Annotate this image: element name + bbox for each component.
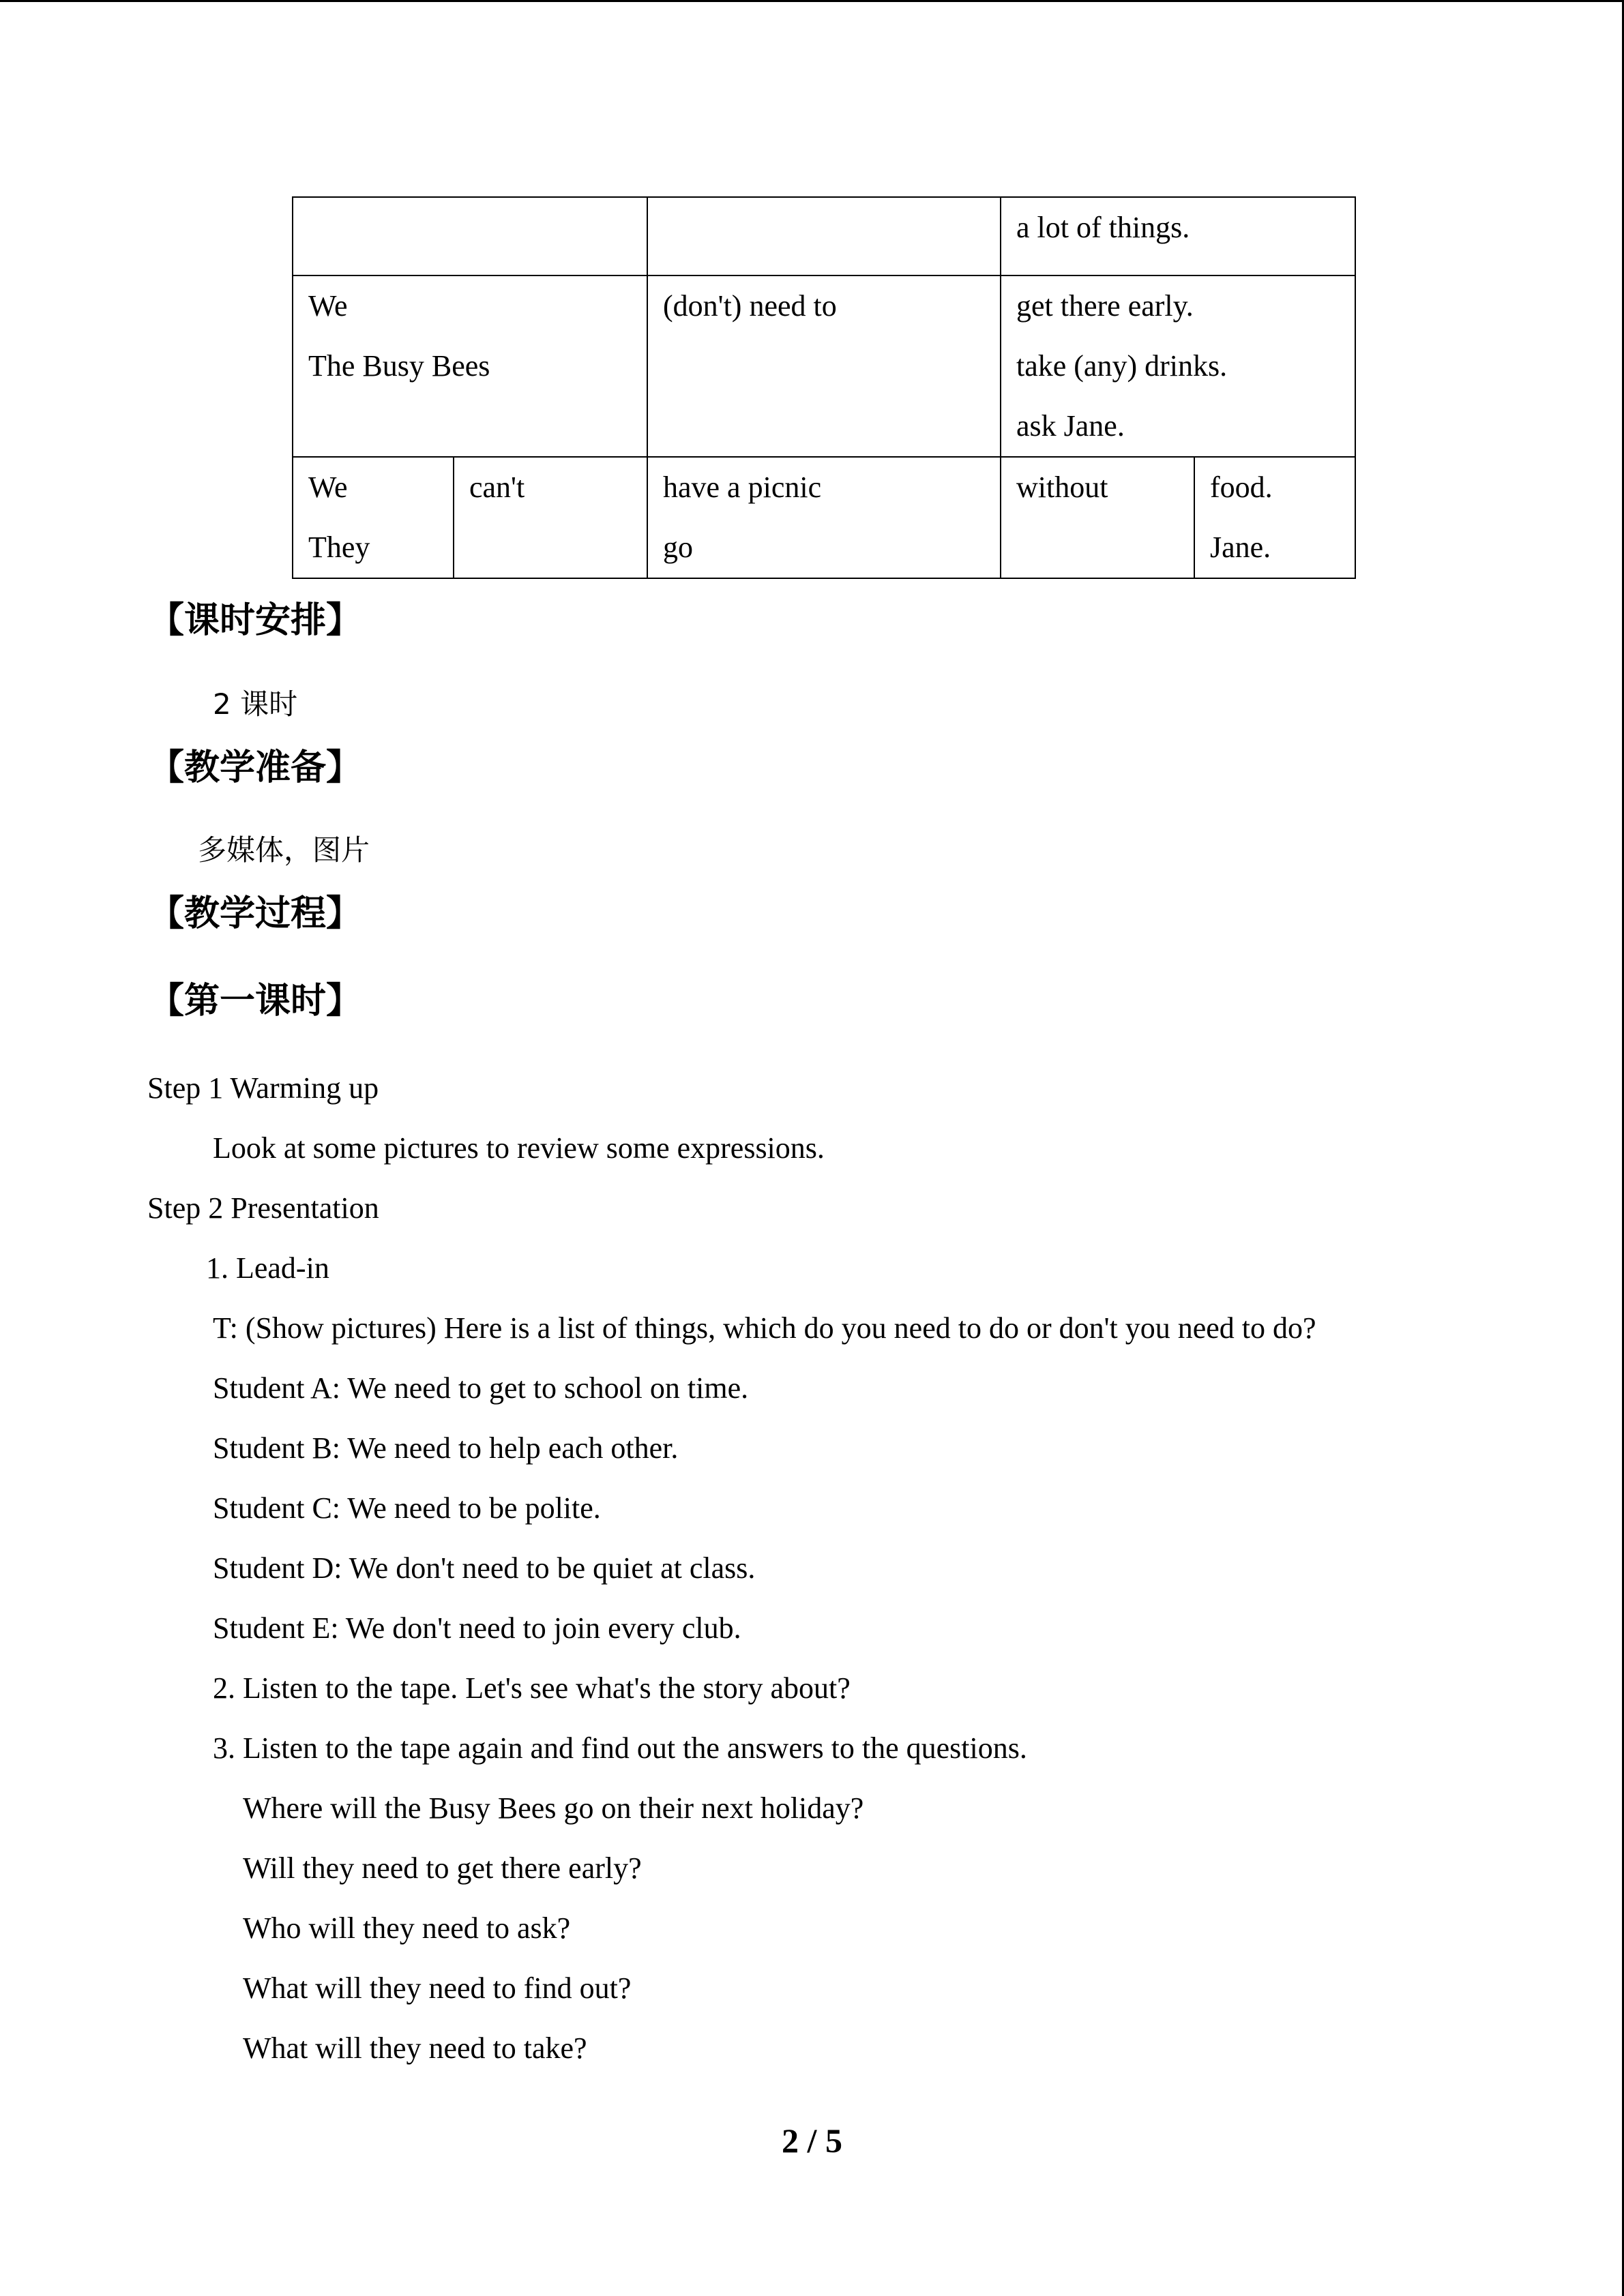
table-cell bbox=[1001, 457, 1194, 578]
question-2: Will they need to get there early? bbox=[243, 1851, 642, 1885]
item-listen-again: 3. Listen to the tape again and find out the answers to the questions. bbox=[213, 1731, 1027, 1765]
student-b-line: Student B: We need to help each other. bbox=[213, 1431, 679, 1465]
schedule-value: 2 课时 bbox=[213, 687, 298, 721]
cell-text: (don't) need to bbox=[663, 289, 837, 323]
grammar-table bbox=[292, 196, 1356, 579]
cell-text: The Busy Bees bbox=[308, 349, 490, 383]
cell-text: take (any) drinks. bbox=[1016, 349, 1228, 383]
cell-text: without bbox=[1016, 471, 1108, 504]
table-cell bbox=[647, 457, 1001, 578]
question-5: What will they need to take? bbox=[243, 2031, 587, 2065]
cell-text: They bbox=[308, 531, 370, 564]
lesson1-heading: 【第一课时】 bbox=[149, 981, 362, 1022]
table-cell bbox=[293, 457, 454, 578]
prep-value: 多媒体，图片 bbox=[198, 833, 370, 867]
top-border bbox=[0, 0, 1624, 2]
process-heading: 【教学过程】 bbox=[149, 893, 362, 934]
cell-text: We bbox=[308, 471, 348, 504]
question-3: Who will they need to ask? bbox=[243, 1911, 571, 1945]
item-listen: 2. Listen to the tape. Let's see what's the story about? bbox=[213, 1671, 851, 1705]
cell-text: We bbox=[308, 289, 348, 323]
page-number: 2 / 5 bbox=[782, 2121, 842, 2160]
cell-text: go bbox=[663, 531, 693, 564]
student-e-line: Student E: We don't need to join every club. bbox=[213, 1611, 741, 1645]
table-row bbox=[293, 275, 1355, 457]
schedule-heading: 【课时安排】 bbox=[149, 600, 362, 641]
cell-text: get there early. bbox=[1016, 289, 1194, 323]
prep-heading: 【教学准备】 bbox=[149, 747, 362, 788]
cell-text: food. bbox=[1210, 471, 1273, 504]
table-cell bbox=[293, 197, 647, 275]
teacher-line: T: (Show pictures) Here is a list of things, which do you need to do or don't you need to do? bbox=[213, 1311, 1316, 1345]
table-cell bbox=[454, 457, 647, 578]
cell-text: a lot of things. bbox=[1016, 211, 1190, 244]
table-cell bbox=[647, 197, 1001, 275]
step2-title: Step 2 Presentation bbox=[147, 1191, 379, 1225]
student-c-line: Student C: We need to be polite. bbox=[213, 1491, 601, 1525]
table-cell bbox=[1194, 457, 1355, 578]
table-row bbox=[293, 457, 1355, 578]
table-cell bbox=[293, 275, 647, 457]
table-cell bbox=[1001, 197, 1355, 275]
table-cell bbox=[647, 275, 1001, 457]
item-lead-in: 1. Lead-in bbox=[206, 1251, 329, 1285]
cell-text: Jane. bbox=[1210, 531, 1271, 564]
cell-text: can't bbox=[469, 471, 525, 504]
student-d-line: Student D: We don't need to be quiet at class. bbox=[213, 1551, 756, 1585]
step1-text: Look at some pictures to review some expressions. bbox=[213, 1131, 825, 1165]
step1-title: Step 1 Warming up bbox=[147, 1071, 379, 1105]
question-1: Where will the Busy Bees go on their next holiday? bbox=[243, 1791, 864, 1825]
student-a-line: Student A: We need to get to school on time. bbox=[213, 1371, 749, 1405]
cell-text: have a picnic bbox=[663, 471, 822, 504]
cell-text: ask Jane. bbox=[1016, 409, 1125, 443]
table-row bbox=[293, 197, 1355, 275]
table-cell bbox=[1001, 275, 1355, 457]
question-4: What will they need to find out? bbox=[243, 1971, 632, 2005]
